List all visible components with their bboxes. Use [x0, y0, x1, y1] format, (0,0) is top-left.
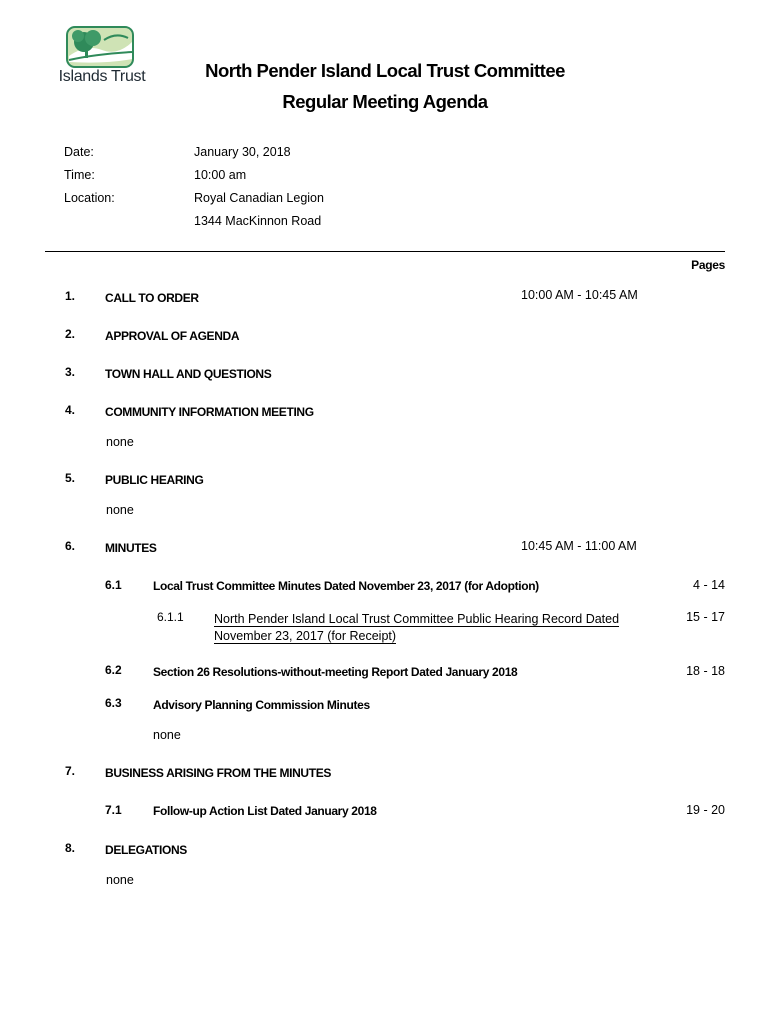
header-divider: [45, 251, 725, 252]
item-number: 1.: [65, 289, 76, 303]
item-number: 8.: [65, 841, 76, 855]
public-hearing-record-link[interactable]: [214, 611, 629, 645]
subitem-number: 6.1: [105, 578, 122, 592]
item-note: none: [106, 503, 134, 517]
subsubitem-pages: 15 - 17: [686, 610, 725, 624]
agenda-title-line-2: Regular Meeting Agenda: [282, 91, 488, 112]
islands-trust-emblem-icon: [66, 26, 134, 68]
islands-trust-logo: [56, 26, 148, 88]
item-title-community-information-meeting: COMMUNITY INFORMATION MEETING: [105, 405, 314, 419]
item-number: 5.: [65, 471, 76, 485]
date-value: January 30, 2018: [194, 145, 291, 159]
subitem-pages: 4 - 14: [693, 578, 725, 592]
subsubitem-number: 6.1.1: [157, 610, 184, 624]
subitem-number: 7.1: [105, 803, 122, 817]
item-number: 6.: [65, 539, 76, 553]
item-title-town-hall: TOWN HALL AND QUESTIONS: [105, 367, 272, 381]
location-label: Location:: [64, 191, 115, 205]
item-note: none: [106, 435, 134, 449]
item-title-minutes: MINUTES: [105, 541, 157, 555]
subitem-title: Section 26 Resolutions-without-meeting Report Dated January 2018: [153, 665, 518, 679]
subitem-pages: 19 - 20: [686, 803, 725, 817]
subitem-title: Local Trust Committee Minutes Dated November 23, 2017 (for Adoption): [153, 579, 539, 593]
subitem-title: Follow-up Action List Dated January 2018: [153, 804, 377, 818]
date-label: Date:: [64, 145, 94, 159]
subitem-note: none: [153, 728, 181, 742]
item-number: 7.: [65, 764, 76, 778]
item-title-call-to-order: CALL TO ORDER: [105, 291, 199, 305]
item-number: 4.: [65, 403, 76, 417]
item-number: 2.: [65, 327, 76, 341]
item-title-approval-of-agenda: APPROVAL OF AGENDA: [105, 329, 240, 343]
item-time: 10:00 AM - 10:45 AM: [521, 288, 638, 302]
location-line-2: 1344 MacKinnon Road: [194, 214, 322, 228]
link-line-1[interactable]: North Pender Island Local Trust Committee Public Hearing Record Dated: [214, 612, 620, 626]
agenda-title-line-1: North Pender Island Local Trust Committee: [205, 60, 565, 81]
subitem-number: 6.2: [105, 663, 122, 677]
pages-column-header: Pages: [691, 258, 725, 272]
time-value: 10:00 am: [194, 168, 247, 182]
item-note: none: [106, 873, 134, 887]
item-title-delegations: DELEGATIONS: [105, 843, 187, 857]
link-line-2[interactable]: November 23, 2017 (for Receipt): [214, 629, 397, 643]
subitem-title: Advisory Planning Commission Minutes: [153, 698, 370, 712]
subitem-number: 6.3: [105, 696, 122, 710]
subitem-pages: 18 - 18: [686, 664, 725, 678]
item-title-business-arising: BUSINESS ARISING FROM THE MINUTES: [105, 766, 332, 780]
item-time: 10:45 AM - 11:00 AM: [521, 539, 637, 553]
logo-text: Islands Trust: [58, 68, 146, 85]
location-line-1: Royal Canadian Legion: [194, 191, 324, 205]
item-title-public-hearing: PUBLIC HEARING: [105, 473, 204, 487]
time-label: Time:: [64, 168, 95, 182]
item-number: 3.: [65, 365, 76, 379]
